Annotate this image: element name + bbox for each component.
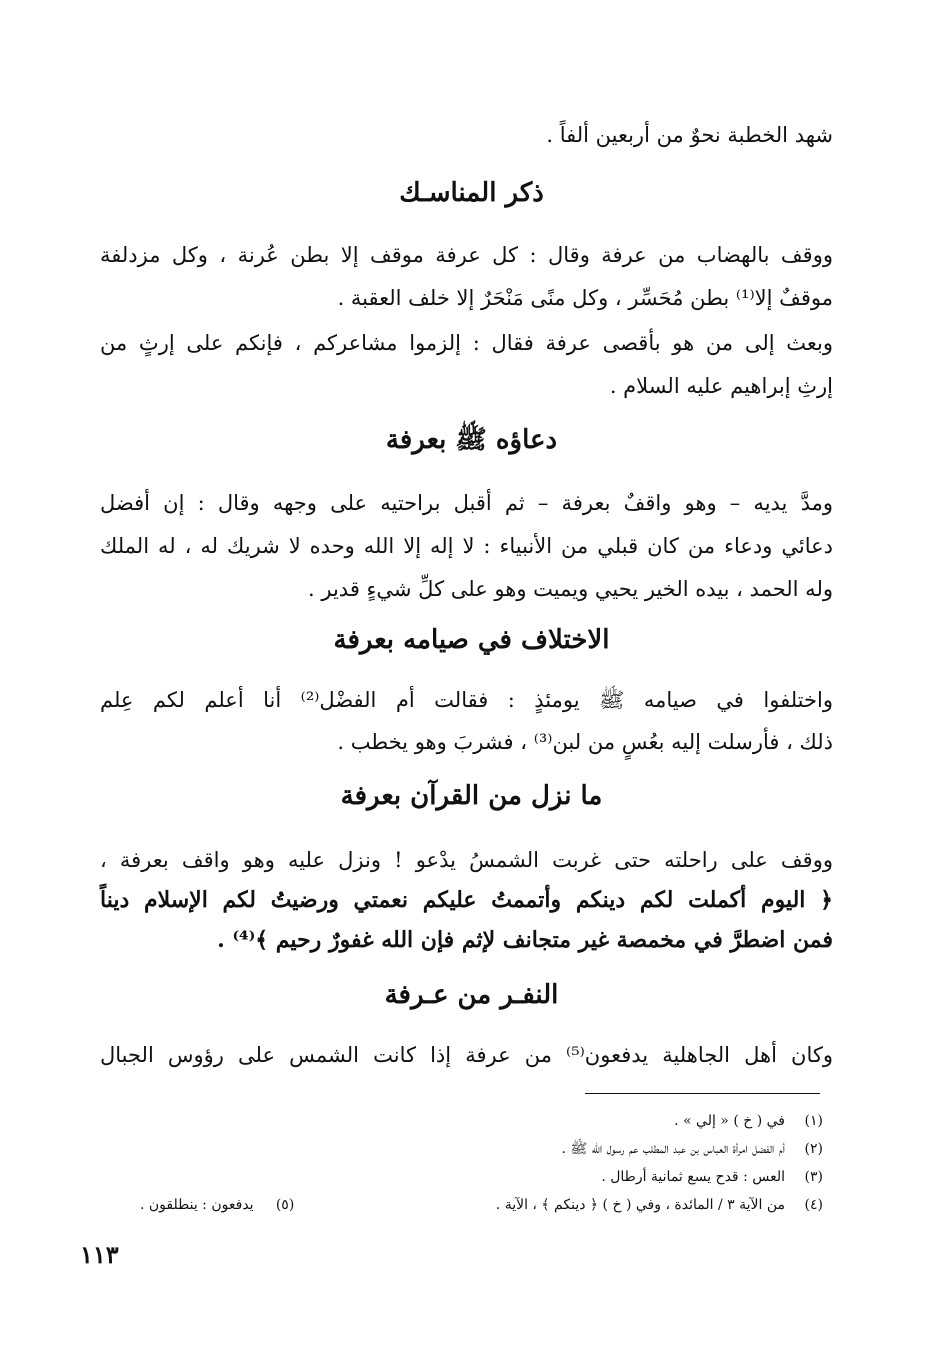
text-line: وبعث إلى من هو بأقصى عرفة فقال : إلزموا مشاعركم ، فإنكم على إرثٍ من <box>100 331 833 355</box>
text-line: إرثِ إبراهيم عليه السلام . <box>609 374 833 398</box>
text-line: ومدَّ يديه – وهو واقفٌ بعرفة – ثم أقبل براحتيه على وجهه وقال : إن أفضل <box>100 491 833 515</box>
footnote <box>140 1110 823 1132</box>
footnote-text: أم الفضل امرأة العباس بن عبد المطلب عم رسول الله ﷺ . <box>561 1141 785 1157</box>
footnote <box>400 1194 823 1216</box>
footnote-number: (٣) <box>804 1169 823 1185</box>
footnote-text: من الآية ٣ / المائدة ، وفي ( خ ) ﴿ دينكم ﴾ ، الآية . <box>495 1197 785 1213</box>
text-line: ذلك ، فأرسلت إليه بعُسٍ من لبن⁽³⁾ ، فشربَ وهو يخطب . <box>337 730 833 754</box>
text-line: واختلفوا في صيامه ﷺ يومئذٍ : فقالت أم الفضْل⁽²⁾ أنا أعلم لكم عِلم <box>100 688 833 712</box>
text-line: ووقف بالهضاب من عرفة وقال : كل عرفة موقف إلا بطن عُرنة ، وكل مزدلفة <box>100 243 833 267</box>
section-heading: الاختلاف في صيامه بعرفة <box>333 625 610 655</box>
section-heading: دعاؤه ﷺ بعرفة <box>385 425 558 455</box>
footnote-number: (١) <box>804 1113 823 1129</box>
footnote-text: يدفعون : ينطلقون . <box>140 1197 254 1213</box>
section-heading: النفـر من عـرفة <box>384 980 559 1010</box>
footnote-text: العس : قدح يسع ثمانية أرطال . <box>601 1169 785 1185</box>
quran-verse-line: ﴿ اليوم أكملت لكم دينكم وأتممتُ عليكم نعمتي ورضيتُ لكم الإسلام ديناً <box>100 887 833 913</box>
footnote <box>140 1166 823 1188</box>
footnote-separator <box>585 1093 820 1094</box>
text-line: وله الحمد ، بيده الخير يحيي ويميت وهو على كلِّ شيءٍ قدير . <box>308 577 833 601</box>
text-line: وكان أهل الجاهلية يدفعون⁽⁵⁾ من عرفة إذا كانت الشمس على رؤوس الجبال <box>100 1043 833 1067</box>
page-number: ١١٣ <box>80 1240 119 1269</box>
footnote-text: في ( خ ) « إلي » . <box>674 1113 785 1129</box>
text-line: موقفٌ إلا⁽¹⁾ بطن مُحَسِّر ، وكل منًى مَنْحَرٌ إلا خلف العقبة . <box>337 286 833 310</box>
text-line: ووقف على راحلته حتى غربت الشمسُ يدْعو ! ونزل عليه وهو واقف بعرفة ، <box>100 848 833 872</box>
text-line: شهد الخطبة نحوٌ من أربعين ألفاً . <box>546 123 833 147</box>
quran-verse-line: فمن اضطرَّ في مخمصة غير متجانف لإثم فإن الله غفورٌ رحيم ﴾⁽⁴⁾ . <box>217 927 833 953</box>
footnote-number: (٤) <box>804 1197 823 1213</box>
footnote <box>140 1194 294 1216</box>
footnote <box>140 1138 823 1160</box>
footnote-number: (٢) <box>804 1141 823 1157</box>
section-heading: ذكر المناسـك <box>399 178 544 208</box>
footnote-number: (٥) <box>275 1197 295 1213</box>
section-heading: ما نزل من القرآن بعرفة <box>340 781 603 811</box>
text-line: دعائي ودعاء من كان قبلي من الأنبياء : لا إله إلا الله وحده لا شريك له ، له الملك <box>100 534 833 558</box>
